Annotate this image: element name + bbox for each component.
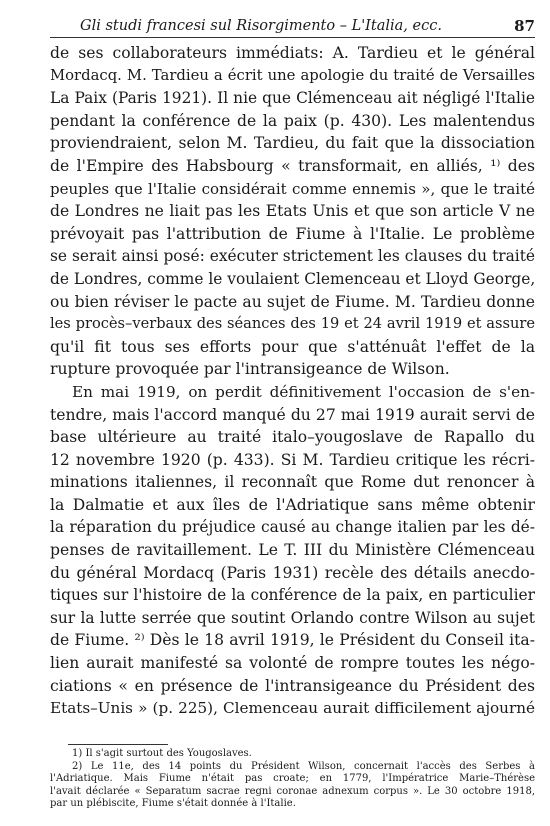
text-line: qu'il fit tous ses efforts pour que s'atténuât l'effet de la <box>50 337 535 356</box>
text-line: de ses collaborateurs immédiats: A. Tardieu et le général <box>50 44 535 62</box>
text-line: de Fiume. ²⁾ Dès le 18 avril 1919, le Président du Conseil ita- <box>50 631 535 650</box>
text-line: rupture provoquée par l'intransigeance de Wilson. <box>50 360 450 379</box>
running-header <box>50 14 535 38</box>
text-line: penses de ravitaillement. Le T. III du Ministère Clémenceau <box>50 541 535 560</box>
text-line: 12 novembre 1920 (p. 433). Si M. Tardieu critique les récri- <box>50 450 535 469</box>
header-rule <box>50 37 535 38</box>
text-line: ou bien réviser le pacte au sujet de Fiume. M. Tardieu donne <box>50 292 535 311</box>
text-line: ciations « en présence de l'intransigeance du Président des <box>50 676 535 695</box>
footnote-line: l'avait déclarée « Separatum sacrae regni coronae adnexum corpus ». Le 30 octobre 1918, <box>50 785 535 797</box>
text-line: pendant la conférence de la paix (p. 430). Les malentendus <box>50 111 535 130</box>
text-line: se serait ainsi posé: exécuter strictement les clauses du traité <box>50 247 535 266</box>
text-line: La Paix (Paris 1921). Il nie que Clémenceau ait négligé l'Italie <box>50 89 535 108</box>
text-line: de l'Empire des Habsbourg « transformait, en alliés, ¹⁾ des <box>50 156 535 175</box>
main-text <box>50 42 535 720</box>
text-line: peuples que l'Italie considérait comme ennemis », que le traité <box>50 179 535 198</box>
text-line: du général Mordacq (Paris 1931) recèle des détails anecdo- <box>50 563 535 582</box>
footnote-line: 2) Le 11e, des 14 points du Président Wilson, concernait l'accès des Serbes à <box>72 760 535 772</box>
footnote-line: 1) Il s'agit surtout des Yougoslaves. <box>72 748 252 759</box>
footnote-line: l'Adriatique. Mais Fiume n'était pas croate; en 1779, l'Impératrice Marie–Thérèse <box>50 773 535 784</box>
running-title: Gli studi francesi sul Risorgimento – L'Italia, ecc. <box>80 18 442 34</box>
footnote-line: par un plébiscite, Fiume s'était donnée à l'Italie. <box>50 798 296 809</box>
text-line: minations italiennes, il reconnaît que Rome dut renoncer à <box>50 473 535 492</box>
footnote-rule <box>68 744 168 745</box>
text-line: Mordacq. M. Tardieu a écrit une apologie du traité de Versailles <box>50 66 535 84</box>
text-line: tiques sur l'histoire de la conférence de la paix, en particulier <box>50 586 535 605</box>
text-line: tendre, mais l'accord manqué du 27 mai 1919 aurait servi de <box>50 405 535 424</box>
text-line: la Dalmatie et aux îles de l'Adriatique sans même obtenir <box>50 495 535 514</box>
text-line: prévoyait pas l'attribution de Fiume à l'Italie. Le problème <box>50 224 535 243</box>
text-line: lien aurait manifesté sa volonté de rompre toutes les négo- <box>50 654 535 673</box>
text-line: sur la lutte serrée que soutint Orlando contre Wilson au sujet <box>50 608 535 627</box>
text-line: de Londres ne liait pas les Etats Unis et que son article V ne <box>50 202 535 221</box>
text-line: proviendraient, selon M. Tardieu, du fait que la dissociation <box>50 134 535 153</box>
text-line: de Londres, comme le voulaient Clemenceau et Lloyd George, <box>50 269 536 288</box>
footnotes <box>50 748 535 811</box>
text-line: la réparation du préjudice causé au change italien par les dé- <box>50 518 535 537</box>
text-line: base ultérieure au traité italo–yougoslave de Rapallo du <box>50 428 535 447</box>
text-line: les procès–verbaux des séances des 19 et 24 avril 1919 et assure <box>50 315 535 333</box>
text-line: Etats–Unis » (p. 225), Clemenceau aurait difficilement ajourné <box>50 699 535 718</box>
page-number: 87 <box>514 17 535 35</box>
text-line: En mai 1919, on perdit définitivement l'occasion de s'en- <box>72 382 535 401</box>
